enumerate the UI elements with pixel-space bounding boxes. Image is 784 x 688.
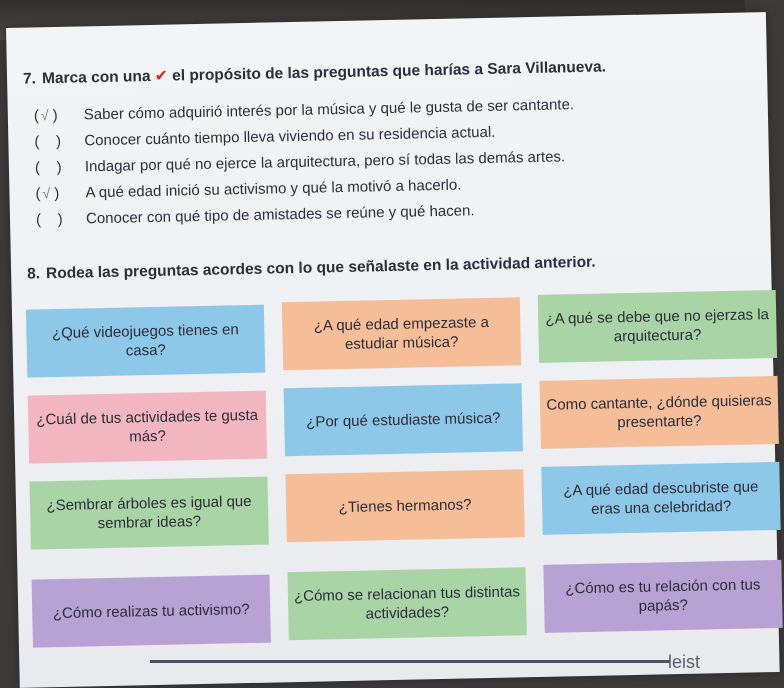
question-card[interactable]: ¿Qué videojuegos tienes en casa? (26, 305, 265, 378)
option-4-text: A qué edad inició su activismo y qué la motivó a hacerlo. (85, 176, 462, 202)
question-8-title (27, 254, 596, 284)
option-1-checkbox[interactable]: ( √ ) (33, 106, 58, 125)
option-1[interactable] (34, 96, 575, 124)
footer-rule (150, 660, 670, 663)
question-8-number: 8. (26, 265, 41, 283)
question-card[interactable]: ¿Por qué estudiaste música? (284, 383, 523, 456)
question-card[interactable]: Como cantante, ¿dónde quisieras presentarte? (540, 376, 779, 449)
option-4[interactable] (35, 176, 461, 202)
handwritten-check-icon: √ (40, 107, 49, 124)
question-card[interactable]: ¿Tienes hermanos? (285, 469, 524, 542)
option-5-text: Conocer con qué tipo de amistades se reúne y qué hacen. (85, 202, 475, 228)
question-7-title-text-start: Marca con una (41, 67, 151, 88)
option-3-text: Indagar por qué no ejerce la arquitectura, pero sí todas las demás artes. (84, 148, 566, 176)
question-7-number: 7. (22, 70, 37, 88)
question-card[interactable]: ¿Cómo es tu relación con tus papás? (543, 560, 782, 633)
workbook-page (6, 12, 780, 688)
question-7-title (23, 57, 606, 88)
option-5[interactable] (36, 202, 475, 228)
question-card[interactable]: ¿A qué edad descubriste que eras una celebridad? (541, 462, 780, 535)
question-7-title-text-end: el propósito de las preguntas que harías a Sara Villanueva. (171, 58, 607, 85)
handwritten-check-icon: √ (42, 185, 51, 202)
option-2-checkbox[interactable]: ( ) (34, 132, 62, 151)
question-card[interactable]: ¿A qué se debe que no ejerzas la arquitectura? (538, 290, 777, 363)
question-8-title-text: Rodea las preguntas acordes con lo que señalaste en la actividad anterior. (45, 253, 596, 283)
footer-fragment: leist (668, 652, 701, 672)
option-4-checkbox[interactable]: ( √ ) (35, 184, 60, 203)
option-3[interactable] (35, 148, 566, 176)
checkmark-icon: ✔ (154, 67, 169, 85)
question-card[interactable]: ¿Cuál de tus actividades te gusta más? (28, 391, 267, 464)
option-1-text: Saber cómo adquirió interés por la música y qué le gusta de ser cantante. (83, 96, 575, 124)
question-card[interactable]: ¿Sembrar árboles es igual que sembrar ideas? (30, 477, 269, 550)
question-card[interactable]: ¿Cómo se relacionan tus distintas actividades? (287, 567, 526, 640)
option-3-checkbox[interactable]: ( ) (34, 158, 62, 177)
option-2-text: Conocer cuánto tiempo lleva viviendo en su residencia actual. (84, 123, 496, 150)
option-5-checkbox[interactable]: ( ) (35, 210, 63, 229)
question-card[interactable]: ¿Cómo realizas tu activismo? (32, 575, 271, 648)
question-card[interactable]: ¿A qué edad empezaste a estudiar música? (282, 297, 521, 370)
option-2[interactable] (34, 124, 495, 151)
